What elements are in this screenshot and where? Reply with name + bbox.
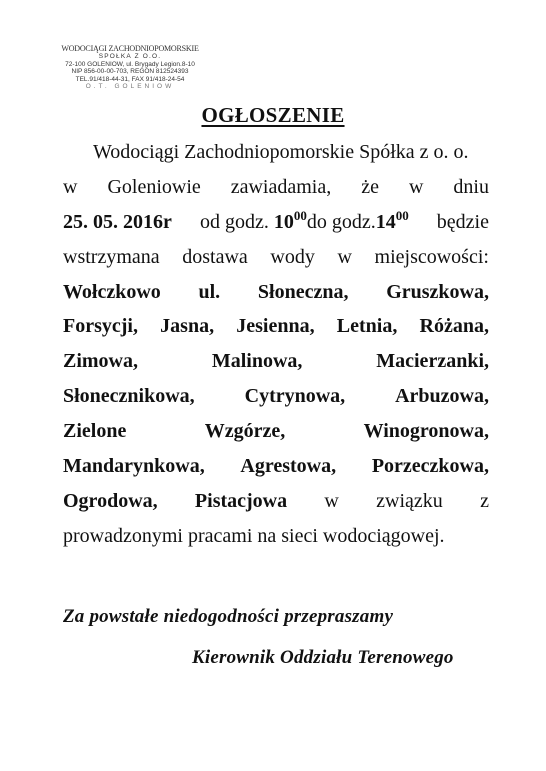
street-name: Malinowa, (211, 350, 303, 373)
street-name: Ogrodowa, (63, 489, 158, 512)
word: dniu (453, 175, 489, 198)
body-text: prowadzonymi pracami na sieci wodociągowej. (63, 524, 445, 547)
word: w (408, 175, 424, 198)
signature-text: Kierownik Oddziału Terenowego (192, 647, 454, 668)
street-name: Porzeczkowa, (371, 455, 489, 478)
body-line-6 (63, 309, 489, 344)
company-stamp (60, 44, 200, 89)
stamp-phone-fax: TEL.91/418-44-31, FAX 91/418-24-54 (75, 75, 185, 83)
word: że (361, 175, 379, 198)
end-minutes: 00 (395, 207, 409, 223)
street-name: Forsycji, (63, 315, 138, 338)
apology-text: Za powstałe niedogodności przepraszamy (63, 606, 394, 627)
street-name: Różana, (419, 315, 489, 338)
body-line-3 (63, 205, 489, 240)
street-name: ul. (198, 280, 221, 303)
street-name: Cytrynowa, (244, 385, 346, 408)
street-name: Słonecznikowa, (63, 385, 195, 408)
street-name: Pistacjowa (194, 489, 288, 512)
word: wody (270, 245, 315, 268)
body-line-1 (63, 135, 489, 170)
body-line-9 (63, 414, 489, 449)
time-range (200, 205, 409, 240)
stamp-nip-regon: NIP 856-00-00-703, REGON 812524393 (71, 68, 189, 76)
body-line-4 (63, 240, 489, 275)
word: z (480, 489, 489, 512)
body-line-10 (63, 449, 489, 484)
stamp-company-form: SPÓŁKA Z O.O. (98, 53, 162, 61)
street-name: Zimowa, (63, 350, 138, 373)
body-line-7 (63, 344, 489, 379)
body-line-5 (63, 275, 489, 310)
street-name: Wzgórze, (204, 420, 286, 443)
word: zawiadamia, (230, 175, 332, 198)
start-minutes: 00 (293, 207, 307, 223)
from-label: od godz. (199, 210, 269, 233)
word: wstrzymana (63, 245, 160, 268)
street-name: Agrestowa, (240, 455, 337, 478)
word: będzie (436, 210, 489, 233)
street-name: Jesienna, (236, 315, 315, 338)
street-name: Słoneczna, (257, 280, 349, 303)
word: miejscowości: (374, 245, 489, 268)
body-line-2 (63, 170, 489, 205)
start-hour: $10^{00}$ (273, 207, 307, 233)
street-name: Arbuzowa, (395, 385, 489, 408)
street-name: Gruszkowa, (386, 280, 489, 303)
end-hour: $14^{00}$ (375, 207, 409, 233)
word: w (324, 489, 339, 512)
to-label: do godz. (306, 210, 376, 233)
street-name: Winogronowa, (363, 420, 489, 443)
stamp-address: 72-100 GOLENIÓW, ul. Brygady Legion.8-10 (65, 60, 195, 68)
announcement-title: OGŁOSZENIE (201, 103, 345, 127)
word: w (337, 245, 352, 268)
word: dostawa (182, 245, 248, 268)
stamp-company-name: WODOCIĄGI ZACHODNIOPOMORSKIE (61, 44, 199, 53)
street-name: Mandarynkowa, (63, 455, 205, 478)
street-name: Macierzanki, (376, 350, 489, 373)
word: związku (376, 489, 443, 512)
street-name: Jasna, (160, 315, 215, 338)
body-line-8 (63, 379, 489, 414)
body-line-12 (63, 519, 489, 554)
body-text: Wodociągi Zachodniopomorskie Spółka z o. o. (93, 141, 469, 163)
street-name: Wołczkowo (63, 280, 161, 303)
stamp-branch: O.T. GOLENIÓW (85, 83, 175, 90)
street-name: Zielone (63, 420, 127, 443)
outage-date: 25. 05. 2016r (63, 210, 172, 233)
word: Goleniowie (107, 175, 201, 198)
street-name: Letnia, (336, 315, 398, 338)
body-line-11 (63, 484, 489, 519)
announcement-body (63, 135, 489, 554)
word: w (63, 175, 78, 198)
